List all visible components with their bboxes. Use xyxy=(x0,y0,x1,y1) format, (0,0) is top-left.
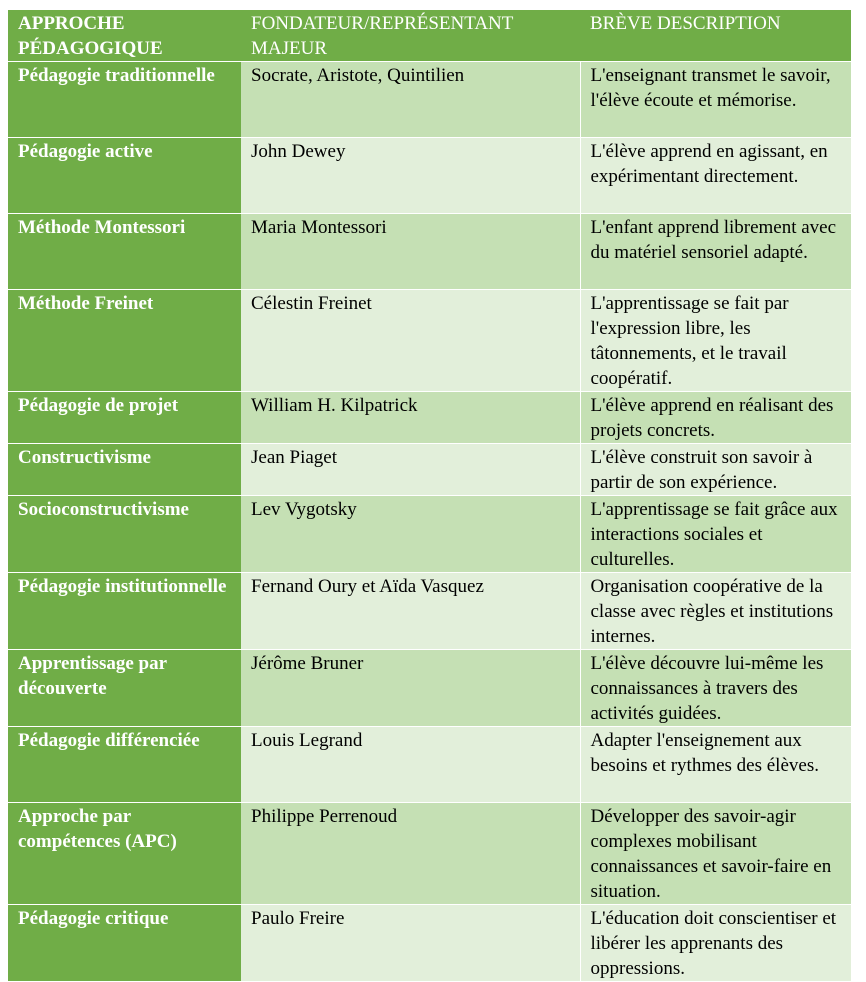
description-cell: L'élève apprend en agissant, en expérimentant directement. xyxy=(580,138,851,214)
header-row xyxy=(8,10,851,62)
approach-cell: Méthode Freinet xyxy=(8,290,241,392)
founder-cell: William H. Kilpatrick xyxy=(241,392,580,444)
table-row xyxy=(8,62,851,138)
description-cell: L'enseignant transmet le savoir, l'élève écoute et mémorise. xyxy=(580,62,851,138)
founder-cell: Fernand Oury et Aïda Vasquez xyxy=(241,573,580,650)
table-row xyxy=(8,650,851,727)
approach-cell: Constructivisme xyxy=(8,444,241,496)
description-cell: L'élève construit son savoir à partir de son expérience. xyxy=(580,444,851,496)
description-cell: Adapter l'enseignement aux besoins et rythmes des élèves. xyxy=(580,727,851,803)
founder-cell: Lev Vygotsky xyxy=(241,496,580,573)
description-cell: L'élève découvre lui-même les connaissances à travers des activités guidées. xyxy=(580,650,851,727)
table-row xyxy=(8,138,851,214)
table-row xyxy=(8,905,851,982)
description-cell: L'éducation doit conscientiser et libérer les apprenants des oppressions. xyxy=(580,905,851,982)
header-founder: FONDATEUR/REPRÉSENTANT MAJEUR xyxy=(241,10,580,62)
table-row xyxy=(8,392,851,444)
approach-cell: Apprentissage par découverte xyxy=(8,650,241,727)
table-row xyxy=(8,290,851,392)
description-cell: L'élève apprend en réalisant des projets concrets. xyxy=(580,392,851,444)
table-row xyxy=(8,444,851,496)
founder-cell: John Dewey xyxy=(241,138,580,214)
approach-cell: Approche par compétences (APC) xyxy=(8,803,241,905)
table-row xyxy=(8,727,851,803)
table-row xyxy=(8,573,851,650)
approach-cell: Socioconstructivisme xyxy=(8,496,241,573)
founder-cell: Jérôme Bruner xyxy=(241,650,580,727)
approach-cell: Pédagogie active xyxy=(8,138,241,214)
founder-cell: Philippe Perrenoud xyxy=(241,803,580,905)
approach-cell: Pédagogie critique xyxy=(8,905,241,982)
table-row xyxy=(8,496,851,573)
founder-cell: Maria Montessori xyxy=(241,214,580,290)
approach-cell: Pédagogie traditionnelle xyxy=(8,62,241,138)
approach-cell: Pédagogie institutionnelle xyxy=(8,573,241,650)
description-cell: L'enfant apprend librement avec du matériel sensoriel adapté. xyxy=(580,214,851,290)
approach-cell: Pédagogie différenciée xyxy=(8,727,241,803)
founder-cell: Paulo Freire xyxy=(241,905,580,982)
header-description: BRÈVE DESCRIPTION xyxy=(580,10,851,62)
pedagogy-table xyxy=(8,10,851,981)
description-cell: Développer des savoir-agir complexes mobilisant connaissances et savoir-faire en situation. xyxy=(580,803,851,905)
header-approach: APPROCHE PÉDAGOGIQUE xyxy=(8,10,241,62)
founder-cell: Célestin Freinet xyxy=(241,290,580,392)
table-row xyxy=(8,214,851,290)
founder-cell: Louis Legrand xyxy=(241,727,580,803)
table-row xyxy=(8,803,851,905)
founder-cell: Socrate, Aristote, Quintilien xyxy=(241,62,580,138)
description-cell: L'apprentissage se fait par l'expression libre, les tâtonnements, et le travail coopératif. xyxy=(580,290,851,392)
description-cell: L'apprentissage se fait grâce aux interactions sociales et culturelles. xyxy=(580,496,851,573)
approach-cell: Pédagogie de projet xyxy=(8,392,241,444)
description-cell: Organisation coopérative de la classe avec règles et institutions internes. xyxy=(580,573,851,650)
approach-cell: Méthode Montessori xyxy=(8,214,241,290)
founder-cell: Jean Piaget xyxy=(241,444,580,496)
